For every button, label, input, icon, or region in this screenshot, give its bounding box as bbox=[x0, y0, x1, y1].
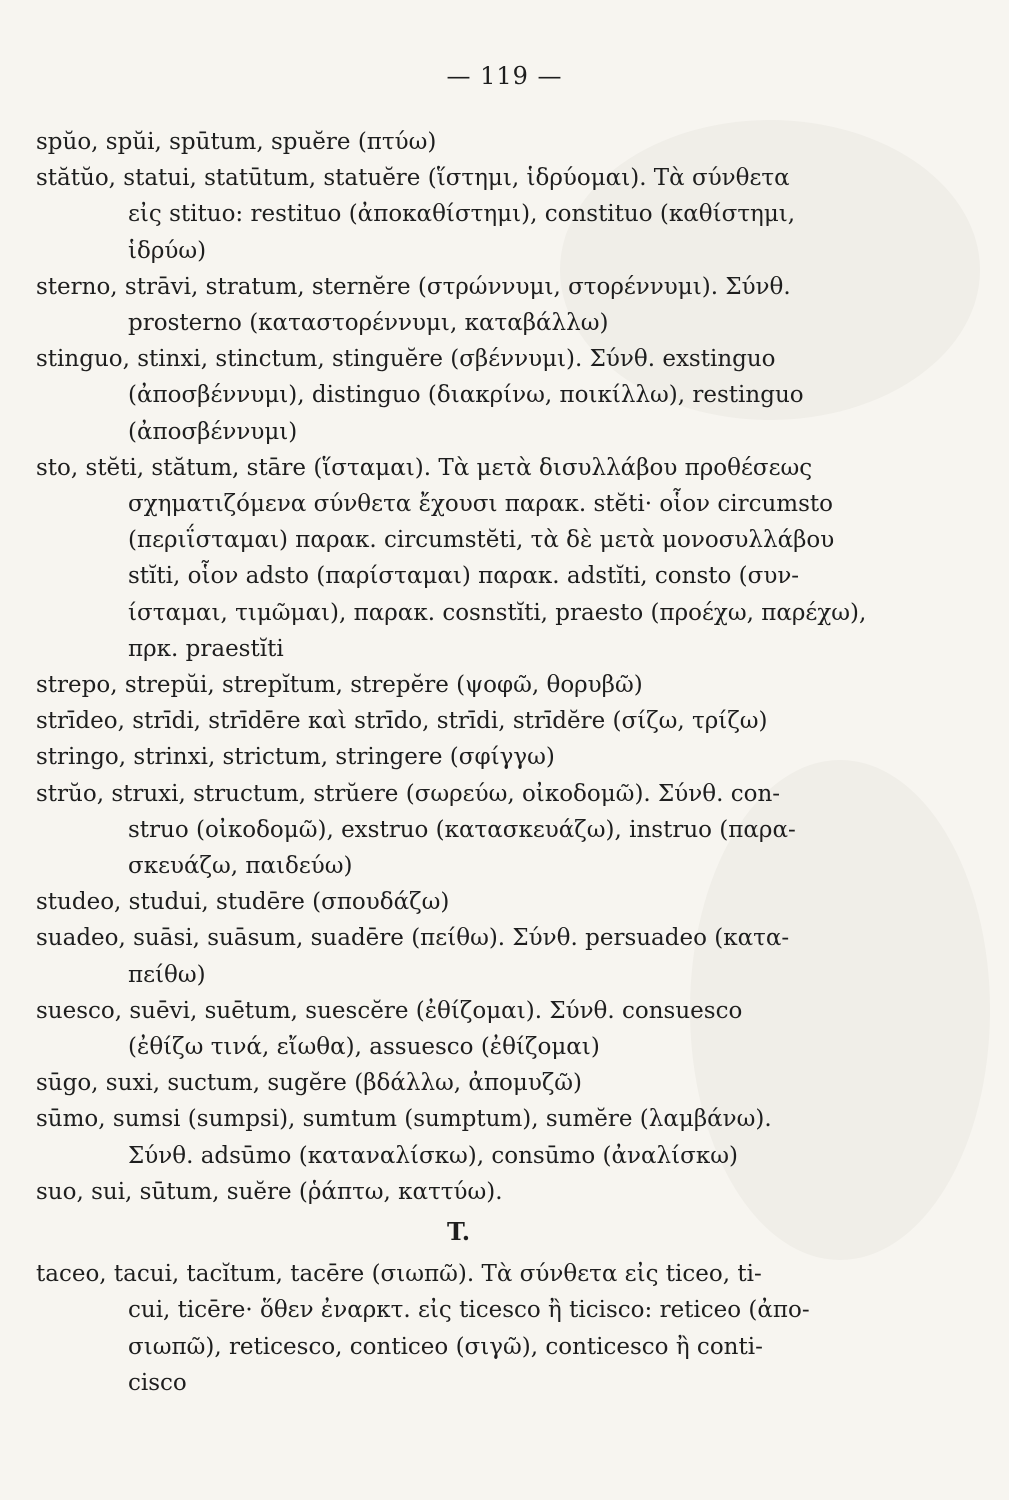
entry-line: prosterno (καταστορέννυμι, καταβάλλω) bbox=[128, 310, 609, 337]
entry-line: Σύνθ. adsūmo (καταναλίσκω), consūmo (ἀναλίσκω) bbox=[128, 1142, 738, 1169]
entries-s-section bbox=[36, 124, 881, 1210]
entry-line: (ἀποσβέννυμι), distinguo (διακρίνω, ποικίλλω), restinguo bbox=[128, 382, 804, 409]
entry-line: sto, stĕti, stătum, stāre (ἵσταμαι). Τὰ μετὰ δισυλλάβου προθέσεως bbox=[36, 454, 813, 481]
entry-line: suo, sui, sūtum, suĕre (ῥάπτω, καττύω). bbox=[36, 1178, 503, 1205]
entry-line: (ἀποσβέννυμι) bbox=[128, 418, 298, 445]
entry-line: σχηματιζόμενα σύνθετα ἔχουσι παρακ. stĕti· οἷον circumsto bbox=[128, 491, 833, 518]
entry-line: stătŭo, statui, statūtum, statuĕre (ἵστημι, ἱδρύομαι). Τὰ σύνθετα bbox=[36, 165, 790, 192]
entry-line: strīdeo, strīdi, strīdēre καὶ strīdo, strīdi, strīdĕre (σίζω, τρίζω) bbox=[36, 708, 768, 735]
entry-line: suadeo, suāsi, suāsum, suadēre (πείθω). Σύνθ. persuadeo (κατα- bbox=[36, 925, 790, 952]
entry-line: ίσταμαι, τιμῶμαι), παρακ. cosnstĭti, praesto (προέχω, παρέχω), bbox=[128, 599, 867, 626]
entry-line: sūgo, suxi, suctum, sugĕre (βδάλλω, ἀπομυζῶ) bbox=[36, 1070, 583, 1097]
page-number: — 119 — bbox=[446, 62, 563, 90]
entries-t-section bbox=[36, 1256, 881, 1401]
entry-line: stĭti, οἷον adsto (παρίσταμαι) παρακ. adstĭti, consto (συν- bbox=[128, 563, 800, 590]
entry-line: cisco bbox=[128, 1369, 187, 1396]
entry-line: σκευάζω, παιδεύω) bbox=[128, 853, 353, 880]
entry-line: taceo, tacui, tacĭtum, tacēre (σιωπῶ). Τὰ σύνθετα εἰς ticeo, ti- bbox=[36, 1261, 762, 1288]
entry-line: (ἐθίζω τινά, εἴωθα), assuesco (ἐθίζομαι) bbox=[128, 1034, 600, 1061]
entry-line: strepo, strepŭi, strepĭtum, strepĕre (ψοφῶ, θορυβῶ) bbox=[36, 672, 643, 699]
entry-line: studeo, studui, studēre (σπουδάζω) bbox=[36, 889, 450, 916]
dictionary-entries bbox=[36, 124, 881, 1401]
entry-line: sūmo, sumsi (sumpsi), sumtum (sumptum), sumĕre (λαμβάνω). bbox=[36, 1106, 772, 1133]
entry-line: πείθω) bbox=[128, 961, 206, 988]
entry-line: σιωπῶ), reticesco, conticeo (σιγῶ), conticesco ἢ conti- bbox=[128, 1333, 763, 1360]
entry-line: struo (οἰκοδομῶ), exstruo (κατασκευάζω), instruo (παρα- bbox=[128, 816, 796, 843]
entry-line: stringo, strinxi, strictum, stringere (σφίγγω) bbox=[36, 744, 555, 771]
entry-line: sterno, strāvi, stratum, sternĕre (στρώννυμι, στορέννυμι). Σύνθ. bbox=[36, 273, 791, 300]
entry-line: ἱδρύω) bbox=[128, 237, 207, 264]
entry-line: εἰς stituo: restituo (ἀποκαθίστημι), constituo (καθίστημι, bbox=[128, 201, 796, 228]
entry-line: strŭo, struxi, structum, strŭere (σωρεύω, οἰκοδομῶ). Σύνθ. con- bbox=[36, 780, 781, 807]
entry-line: (περιΐσταμαι) παρακ. circumstĕti, τὰ δὲ μετὰ μονοσυλλάβου bbox=[128, 527, 835, 554]
entry-line: spŭo, spŭi, spūtum, spuĕre (πτύω) bbox=[36, 129, 437, 155]
entry-line: πρκ. praestĭti bbox=[128, 635, 284, 662]
section-heading: T. bbox=[446, 1217, 471, 1247]
entry-line: cui, ticēre· ὅθεν ἐναρκτ. εἰς ticesco ἢ ticisco: reticeo (ἀπο- bbox=[128, 1297, 810, 1324]
entry-line: suesco, suēvi, suētum, suescĕre (ἐθίζομαι). Σύνθ. consuesco bbox=[36, 997, 743, 1024]
entry-line: stinguo, stinxi, stinctum, stinguĕre (σβέννυμι). Σύνθ. exstinguo bbox=[36, 346, 776, 373]
